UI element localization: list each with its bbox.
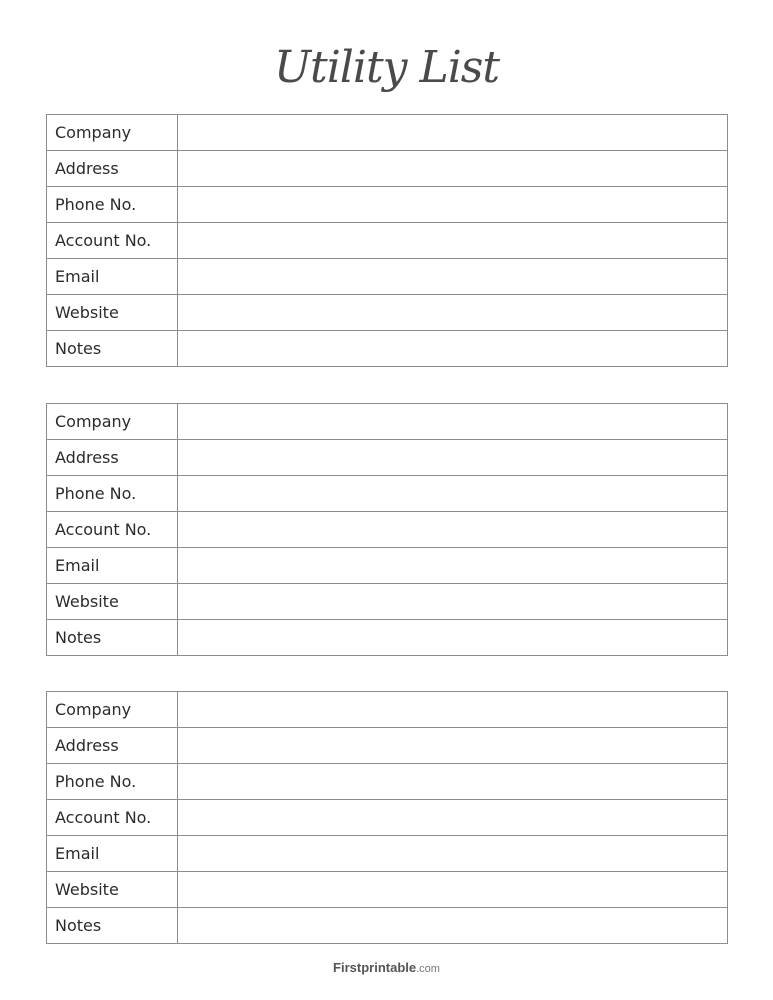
field-label-website: Website [47,295,178,331]
field-value-notes[interactable] [178,331,728,367]
field-value-address[interactable] [178,440,728,476]
table-row [47,259,728,295]
field-label-address: Address [47,728,178,764]
field-value-website[interactable] [178,872,728,908]
table-row [47,223,728,259]
table-row [47,331,728,367]
footer-brand: Firstprintable [333,960,417,975]
field-value-website[interactable] [178,584,728,620]
field-value-company[interactable] [178,115,728,151]
field-label-notes: Notes [47,620,178,656]
field-label-company: Company [47,115,178,151]
field-label-phone: Phone No. [47,476,178,512]
table-row [47,115,728,151]
table-row [47,187,728,223]
field-label-email: Email [47,259,178,295]
field-value-notes[interactable] [178,908,728,944]
table-row [47,764,728,800]
field-label-notes: Notes [47,908,178,944]
field-label-company: Company [47,404,178,440]
field-value-email[interactable] [178,836,728,872]
field-value-phone[interactable] [178,764,728,800]
footer-tld: .com [416,963,440,975]
field-label-company: Company [47,692,178,728]
table-row [47,404,728,440]
table-row [47,440,728,476]
table-row [47,836,728,872]
table-row [47,872,728,908]
field-value-email[interactable] [178,259,728,295]
field-value-phone[interactable] [178,476,728,512]
table-row [47,908,728,944]
field-label-website: Website [47,872,178,908]
table-row [47,512,728,548]
field-label-address: Address [47,440,178,476]
field-value-account[interactable] [178,512,728,548]
field-value-account[interactable] [178,223,728,259]
field-label-email: Email [47,836,178,872]
field-value-email[interactable] [178,548,728,584]
utility-entry-block [46,403,728,656]
table-row [47,728,728,764]
field-value-notes[interactable] [178,620,728,656]
table-row [47,800,728,836]
field-value-company[interactable] [178,692,728,728]
field-value-website[interactable] [178,295,728,331]
utility-entry-block [46,691,728,944]
table-row [47,548,728,584]
table-row [47,692,728,728]
field-label-email: Email [47,548,178,584]
page-title: Utility List [273,42,500,93]
field-label-account: Account No. [47,512,178,548]
footer-watermark [0,960,773,975]
field-value-address[interactable] [178,151,728,187]
table-row [47,584,728,620]
field-value-company[interactable] [178,404,728,440]
field-value-account[interactable] [178,800,728,836]
field-label-phone: Phone No. [47,764,178,800]
table-row [47,476,728,512]
table-row [47,151,728,187]
field-label-website: Website [47,584,178,620]
field-value-address[interactable] [178,728,728,764]
field-label-account: Account No. [47,800,178,836]
table-row [47,295,728,331]
field-label-phone: Phone No. [47,187,178,223]
utility-entry-block [46,114,728,367]
field-value-phone[interactable] [178,187,728,223]
field-label-address: Address [47,151,178,187]
table-row [47,620,728,656]
field-label-account: Account No. [47,223,178,259]
field-label-notes: Notes [47,331,178,367]
